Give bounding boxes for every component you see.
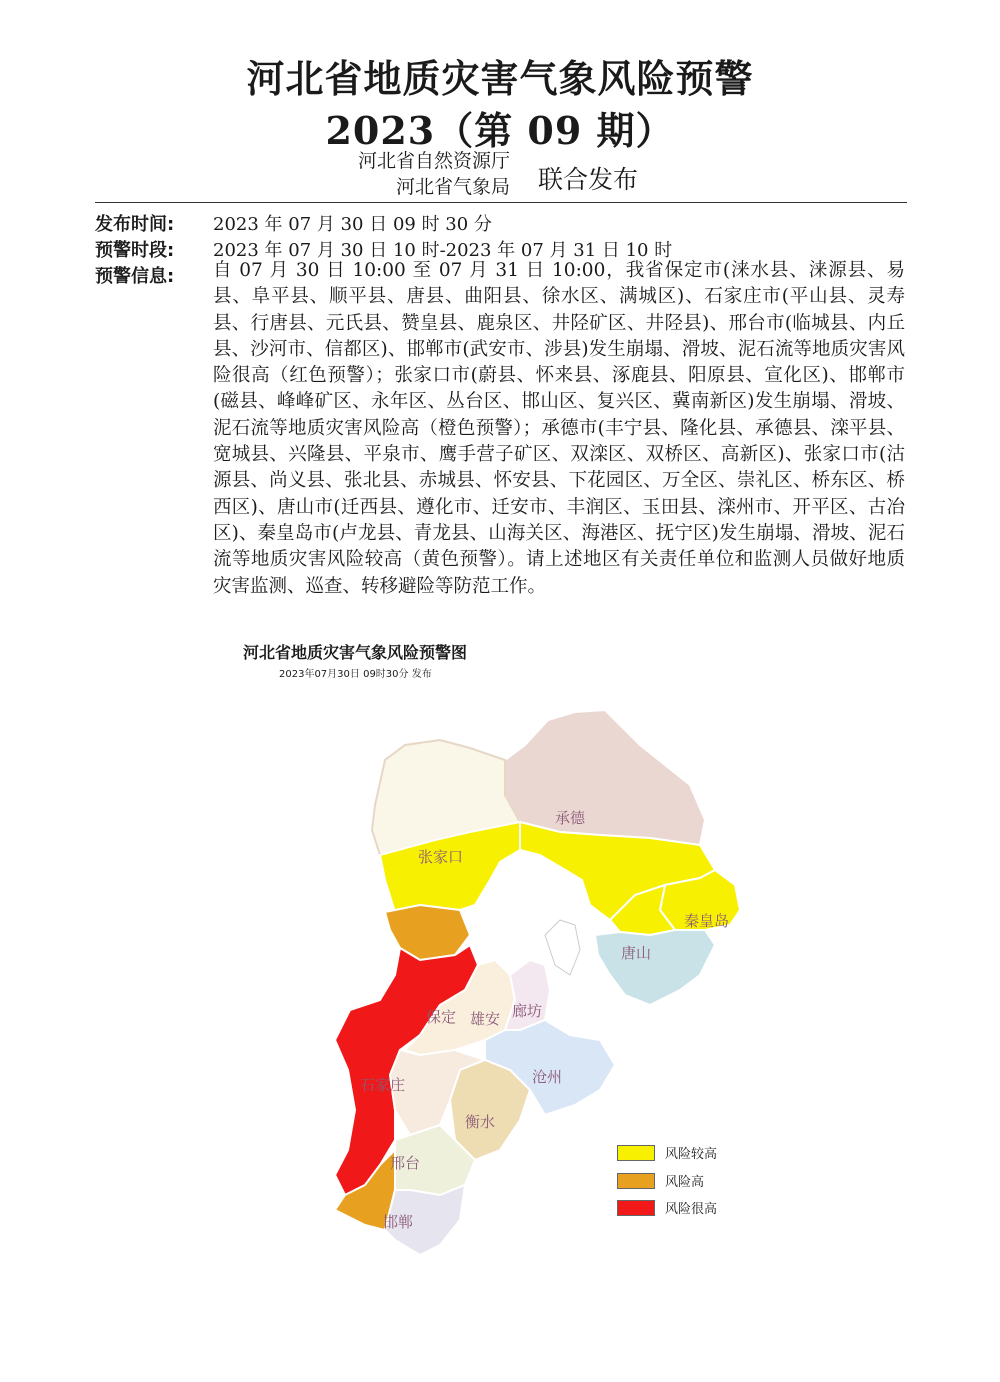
issuers xyxy=(330,148,510,200)
region-tianjin-gap xyxy=(545,920,580,975)
warning-info-text: 自 07 月 30 日 10:00 至 07 月 31 日 10:00，我省保定市(涞水县、涞源县、易县、阜平县、顺平县、唐县、曲阳县、徐水区、满城区)、石家庄市(平山县、灵寿县、行唐县、元氏县、赞皇县、鹿泉区、井陉矿区、井陉县)、邢台市(临城县、内丘县、沙河市、信都区)、邯郸市(武安市、涉县)发生崩塌、滑坡、泥石流等地质灾害风险很高（红色预警）；张家口市(蔚县、怀来县、涿鹿县、阳原县、宣化区)、邯郸市(磁县、峰峰矿区、永年区、丛台区、邯山区、复兴区、冀南新区)发生崩塌、滑坡、泥石流等地质灾害风险高（橙色预警）；承德市(丰宁县、隆化县、承德县、滦平县、宽城县、兴隆县、平泉市、鹰手营子矿区、双滦区、双桥区、高新区)、张家口市(沽源县、尚义县、张北县、赤城县、怀安县、下花园区、万全区、崇礼区、桥东区、桥西区)、唐山市(迁西县、遵化市、迁安市、丰润区、玉田县、滦州市、开平区、古冶区)、秦皇岛市(卢龙县、青龙县、山海关区、海港区、抚宁区)发生崩塌、滑坡、泥石流等地质灾害风险较高（黄色预警）。请上述地区有关责任单位和监测人员做好地质灾害监测、巡查、转移避险等防范工作。 xyxy=(213,260,905,597)
issuer-natural-resources: 河北省自然资源厅 xyxy=(357,150,510,172)
map-label-qinhuangdao: 秦皇岛 xyxy=(684,912,730,930)
map-date: 2023年07月30日 09时30分 发布 xyxy=(279,669,432,680)
map-label-baoding: 保定 xyxy=(426,1008,457,1026)
map-label-zhangjiakou: 张家口 xyxy=(418,848,464,866)
legend-label-orange: 风险高 xyxy=(665,1175,705,1190)
map-label-cangzhou: 沧州 xyxy=(532,1068,563,1086)
issue-time-value: 2023 年 07 月 30 日 09 时 30 分 xyxy=(213,214,492,235)
map-label-tangshan: 唐山 xyxy=(621,944,652,962)
map-label-langfang: 廊坊 xyxy=(512,1002,543,1020)
warning-period-value: 2023 年 07 月 30 日 10 时-2023 年 07 月 31 日 10 时 xyxy=(213,240,673,261)
map-label-shijiazhuang: 石家庄 xyxy=(360,1076,406,1094)
warning-period-label: 预警时段: xyxy=(95,240,175,261)
region-tangshan xyxy=(595,930,715,1005)
document-issue-number: 2023（第 09 期） xyxy=(325,108,675,153)
legend-label-yellow: 风险较高 xyxy=(665,1147,718,1162)
header-divider xyxy=(95,202,907,203)
region-zhangjiakou-orange xyxy=(385,905,470,960)
document-title: 河北省地质灾害气象风险预警 xyxy=(246,56,754,101)
map-label-hengshui: 衡水 xyxy=(465,1113,496,1131)
map-title: 河北省地质灾害气象风险预警图 xyxy=(243,643,468,662)
legend-label-red: 风险很高 xyxy=(665,1202,718,1217)
map-label-xiongan: 雄安 xyxy=(470,1010,501,1028)
map-label-xingtai: 邢台 xyxy=(390,1154,421,1172)
map-label-chengde: 承德 xyxy=(555,809,586,827)
legend-swatch-red xyxy=(617,1200,655,1216)
issue-time-label: 发布时间: xyxy=(95,214,175,235)
warning-info-label: 预警信息: xyxy=(95,266,175,287)
legend-swatch-orange xyxy=(617,1173,655,1189)
map-label-handan: 邯郸 xyxy=(383,1213,414,1231)
issuer-meteorological: 河北省气象局 xyxy=(395,176,510,198)
legend-swatch-yellow xyxy=(617,1145,655,1161)
joint-release: 联合发布 xyxy=(538,165,639,194)
